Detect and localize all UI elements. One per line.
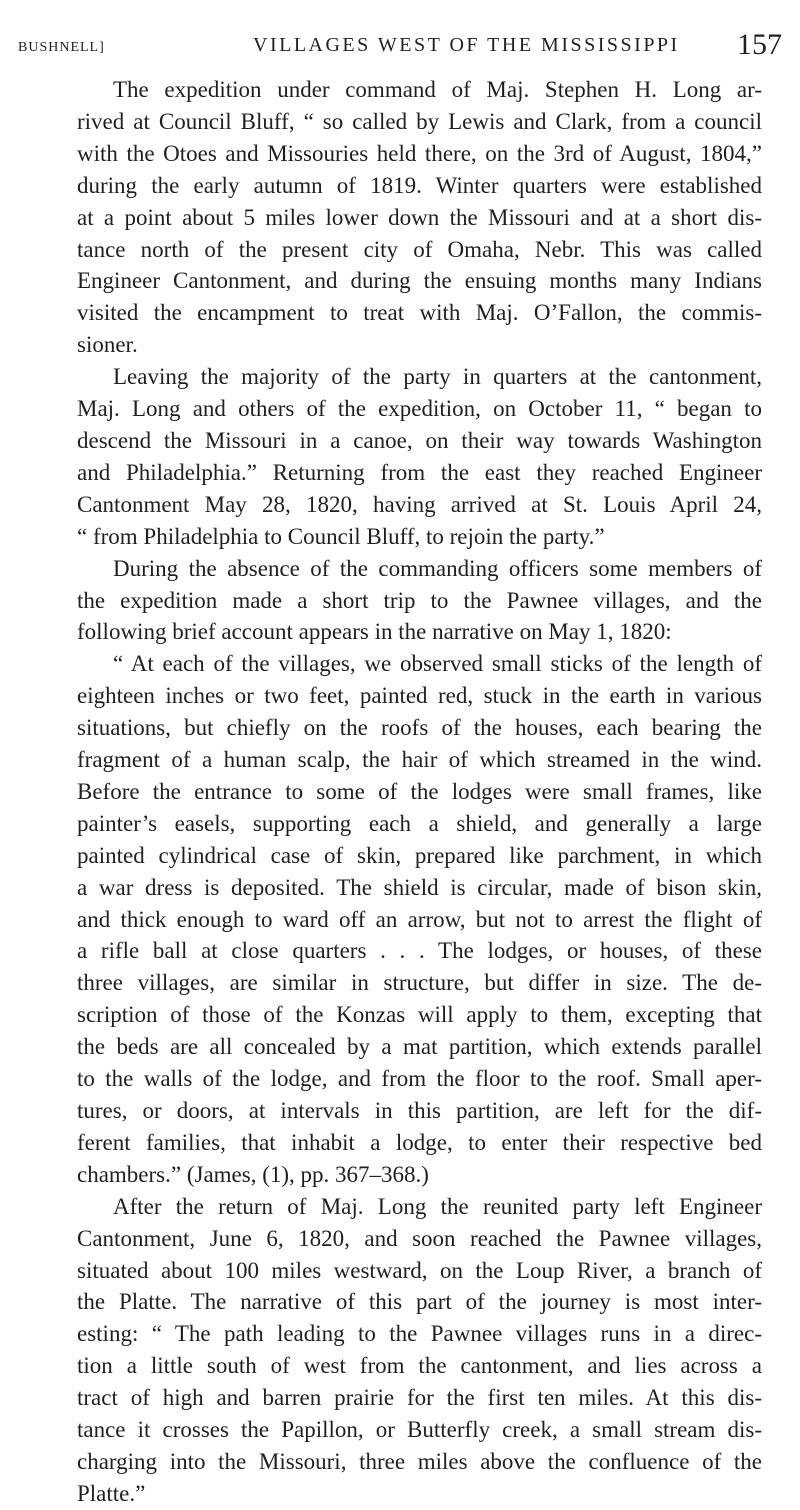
text-line: with the Otoes and Missouries held there, on the 3rd of August, 1804,” (77, 140, 762, 166)
text-line: “ At each of the villages, we observed small sticks of the length of (113, 651, 762, 677)
text-line: tures, or doors, at intervals in this partition, are left for the dif- (77, 1098, 762, 1123)
text-line: Maj. Long and others of the expedition, on October 11, “ began to (77, 396, 762, 422)
chapter-running-title: VILLAGES WEST OF THE MISSISSIPPI (253, 34, 680, 56)
text-line: descend the Missouri in a canoe, on their way towards Washington (77, 427, 762, 453)
text-line: The expedition under command of Maj. Stephen H. Long ar- (113, 77, 762, 102)
text-line: painter’s easels, supporting each a shield, and generally a large (77, 810, 762, 836)
text-line: three villages, are similar in structure, but differ in size. The de- (77, 970, 762, 996)
text-line: during the early autumn of 1819. Winter quarters were established (77, 172, 762, 198)
text-line: sioner. (77, 332, 138, 358)
text-line: at a point about 5 miles lower down the Missouri and at a short dis- (77, 204, 762, 230)
text-line: tance north of the present city of Omaha, Nebr. This was called (77, 236, 762, 262)
text-line: Platte.” (77, 1480, 146, 1506)
text-line: chambers.” (James, (1), pp. 367–368.) (77, 1161, 429, 1187)
text-line: Cantonment, June 6, 1820, and soon reached the Pawnee villages, (77, 1225, 762, 1251)
text-line: Engineer Cantonment, and during the ensuing months many Indians (77, 268, 762, 294)
text-line: the Platte. The narrative of this part of the journey is most inter- (77, 1289, 762, 1315)
body-text (77, 74, 762, 1510)
page-number: 157 (737, 28, 782, 61)
running-head (18, 28, 782, 64)
text-line: following brief account appears in the narrative on May 1, 1820: (77, 619, 672, 645)
text-line: the expedition made a short trip to the Pawnee villages, and the (77, 587, 762, 613)
text-line: to the walls of the lodge, and from the floor to the roof. Small aper- (77, 1066, 762, 1092)
text-line: scription of those of the Konzas will apply to them, excepting that (77, 1002, 762, 1028)
text-line: Before the entrance to some of the lodges were small frames, like (77, 778, 762, 804)
text-line: eighteen inches or two feet, painted red, stuck in the earth in various (77, 683, 762, 709)
text-line: the beds are all concealed by a mat partition, which extends parallel (77, 1034, 762, 1060)
text-line: situations, but chiefly on the roofs of the houses, each bearing the (77, 715, 762, 741)
text-line: tion a little south of west from the cantonment, and lies across a (77, 1353, 762, 1379)
text-line: rived at Council Bluff, “ so called by Lewis and Clark, from a council (77, 108, 762, 134)
text-line: fragment of a human scalp, the hair of which streamed in the wind. (77, 747, 762, 773)
text-line: visited the encampment to treat with Maj. O’Fallon, the commis- (77, 300, 762, 326)
text-line: During the absence of the commanding officers some members of (113, 555, 762, 581)
text-line: charging into the Missouri, three miles above the confluence of the (77, 1448, 762, 1474)
author-running-head: BUSHNELL] (18, 40, 105, 55)
text-line: a war dress is deposited. The shield is circular, made of bison skin, (77, 874, 762, 900)
text-line: tance it crosses the Papillon, or Butterfly creek, a small stream dis- (77, 1417, 762, 1443)
text-line: Leaving the majority of the party in quarters at the cantonment, (113, 364, 762, 390)
text-line: esting: “ The path leading to the Pawnee villages runs in a direc- (77, 1321, 762, 1347)
text-line: tract of high and barren prairie for the first ten miles. At this dis- (77, 1385, 762, 1411)
text-line: painted cylindrical case of skin, prepared like parchment, in which (77, 842, 762, 868)
text-line: Cantonment May 28, 1820, having arrived at St. Louis April 24, (77, 491, 762, 517)
text-line: and thick enough to ward off an arrow, but not to arrest the flight of (77, 906, 762, 932)
text-line: a rifle ball at close quarters . . . The lodges, or houses, of these (77, 938, 762, 964)
text-line: and Philadelphia.” Returning from the east they reached Engineer (77, 459, 762, 485)
text-line: situated about 100 miles westward, on the Loup River, a branch of (77, 1257, 762, 1283)
text-line: After the return of Maj. Long the reunited party left Engineer (113, 1193, 762, 1219)
text-line: ferent families, that inhabit a lodge, to enter their respective bed (77, 1129, 762, 1155)
text-line: “ from Philadelphia to Council Bluff, to rejoin the party.” (77, 523, 605, 549)
